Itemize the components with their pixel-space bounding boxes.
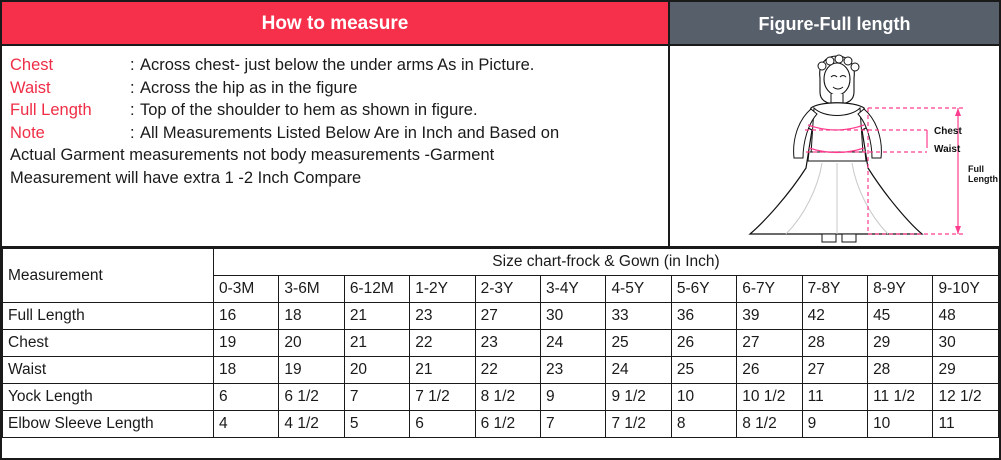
size-header-9-10y: 9-10Y (933, 276, 999, 303)
figure-label-length: Length (967, 174, 998, 184)
size-header-2-3y: 2-3Y (475, 276, 540, 303)
measure-text-full-length: Top of the shoulder to hem as shown in figure. (140, 101, 478, 119)
measure-row (10, 122, 660, 145)
cell: 20 (279, 330, 344, 357)
measure-colon: : (130, 123, 135, 142)
size-header-3-4y: 3-4Y (541, 276, 606, 303)
cell: 7 (541, 411, 606, 438)
cell: 19 (214, 330, 279, 357)
size-header-5-6y: 5-6Y (671, 276, 736, 303)
size-header-7-8y: 7-8Y (802, 276, 867, 303)
cell: 23 (410, 303, 475, 330)
figure-illustration (670, 46, 999, 246)
cell: 9 (802, 411, 867, 438)
cell: 8 (671, 411, 736, 438)
size-header-3-6m: 3-6M (279, 276, 344, 303)
cell: 21 (410, 357, 475, 384)
measure-label-waist: Waist (10, 78, 51, 97)
measure-row (10, 54, 660, 77)
measure-colon: : (130, 78, 135, 97)
row-label-elbow-sleeve-length: Elbow Sleeve Length (3, 411, 214, 438)
cell: 28 (802, 330, 867, 357)
table-row (3, 330, 999, 357)
cell: 29 (868, 330, 933, 357)
cell: 21 (344, 303, 409, 330)
row-label-chest: Chest (3, 330, 214, 357)
cell: 20 (344, 357, 409, 384)
cell: 6 1/2 (475, 411, 540, 438)
cell: 30 (933, 330, 999, 357)
cell: 22 (410, 330, 475, 357)
cell: 10 1/2 (737, 384, 802, 411)
how-to-measure-body (2, 46, 668, 246)
cell: 19 (279, 357, 344, 384)
cell: 11 1/2 (868, 384, 933, 411)
cell: 45 (868, 303, 933, 330)
size-header-6-12m: 6-12M (344, 276, 409, 303)
table-row (3, 357, 999, 384)
cell: 8 1/2 (737, 411, 802, 438)
how-to-measure-header: How to measure (2, 2, 668, 46)
cell: 48 (933, 303, 999, 330)
cell: 36 (671, 303, 736, 330)
cell: 4 1/2 (279, 411, 344, 438)
cell: 27 (475, 303, 540, 330)
cell: 23 (541, 357, 606, 384)
figure-label-full: Full (967, 164, 984, 174)
measure-note-line-3: Measurement will have extra 1 -2 Inch Compare (10, 168, 362, 187)
cell: 26 (671, 330, 736, 357)
measure-text-chest: Across chest- just below the under arms As in Picture. (140, 56, 535, 74)
row-label-full-length: Full Length (3, 303, 214, 330)
cell: 8 1/2 (475, 384, 540, 411)
cell: 29 (933, 357, 999, 384)
cell: 6 (410, 411, 475, 438)
figure-label-waist: Waist (933, 144, 960, 155)
cell: 10 (671, 384, 736, 411)
size-header-8-9y: 8-9Y (868, 276, 933, 303)
cell: 12 1/2 (933, 384, 999, 411)
size-header-6-7y: 6-7Y (737, 276, 802, 303)
measure-row (10, 77, 660, 100)
size-chart-table (2, 248, 999, 438)
figure-header: Figure-Full length (670, 2, 999, 46)
measure-label-chest: Chest (10, 56, 54, 74)
cell: 33 (606, 303, 671, 330)
measure-text-waist: Across the hip as in the figure (140, 78, 358, 97)
size-header-4-5y: 4-5Y (606, 276, 671, 303)
cell: 16 (214, 303, 279, 330)
table-row (3, 303, 999, 330)
top-section (2, 2, 999, 248)
row-label-yock-length: Yock Length (3, 384, 214, 411)
cell: 25 (671, 357, 736, 384)
cell: 18 (214, 357, 279, 384)
cell: 7 1/2 (606, 411, 671, 438)
cell: 25 (606, 330, 671, 357)
cell: 42 (802, 303, 867, 330)
cell: 23 (475, 330, 540, 357)
cell: 10 (868, 411, 933, 438)
figure-label-chest: Chest (933, 126, 962, 137)
figure-panel (670, 2, 999, 246)
measure-colon: : (130, 101, 135, 119)
size-chart-title-cell: Size chart-frock & Gown (in Inch) (214, 249, 999, 276)
measure-label-full-length: Full Length (10, 101, 92, 119)
cell: 22 (475, 357, 540, 384)
cell: 7 (344, 384, 409, 411)
cell: 26 (737, 357, 802, 384)
size-header-0-3m: 0-3M (214, 276, 279, 303)
measure-note-line-2: Actual Garment measurements not body measurements -Garment (10, 146, 495, 164)
measure-text-note: All Measurements Listed Below Are in Inch and Based on (140, 123, 560, 142)
measure-colon: : (130, 56, 135, 74)
cell: 27 (802, 357, 867, 384)
cell: 24 (541, 330, 606, 357)
cell: 6 (214, 384, 279, 411)
table-row (3, 384, 999, 411)
cell: 28 (868, 357, 933, 384)
measurement-header-cell: Measurement (3, 249, 214, 303)
measure-row (10, 99, 660, 122)
girl-dress-diagram (672, 48, 998, 244)
cell: 30 (541, 303, 606, 330)
cell: 9 1/2 (606, 384, 671, 411)
measure-label-note: Note (10, 123, 45, 142)
cell: 24 (606, 357, 671, 384)
row-label-waist: Waist (3, 357, 214, 384)
cell: 18 (279, 303, 344, 330)
size-header-1-2y: 1-2Y (410, 276, 475, 303)
cell: 7 1/2 (410, 384, 475, 411)
cell: 5 (344, 411, 409, 438)
cell: 27 (737, 330, 802, 357)
cell: 11 (933, 411, 999, 438)
cell: 39 (737, 303, 802, 330)
cell: 21 (344, 330, 409, 357)
cell: 11 (802, 384, 867, 411)
how-to-measure-panel (2, 2, 670, 246)
cell: 6 1/2 (279, 384, 344, 411)
cell: 4 (214, 411, 279, 438)
cell: 9 (541, 384, 606, 411)
table-row (3, 411, 999, 438)
table-header-row-1 (3, 249, 999, 276)
